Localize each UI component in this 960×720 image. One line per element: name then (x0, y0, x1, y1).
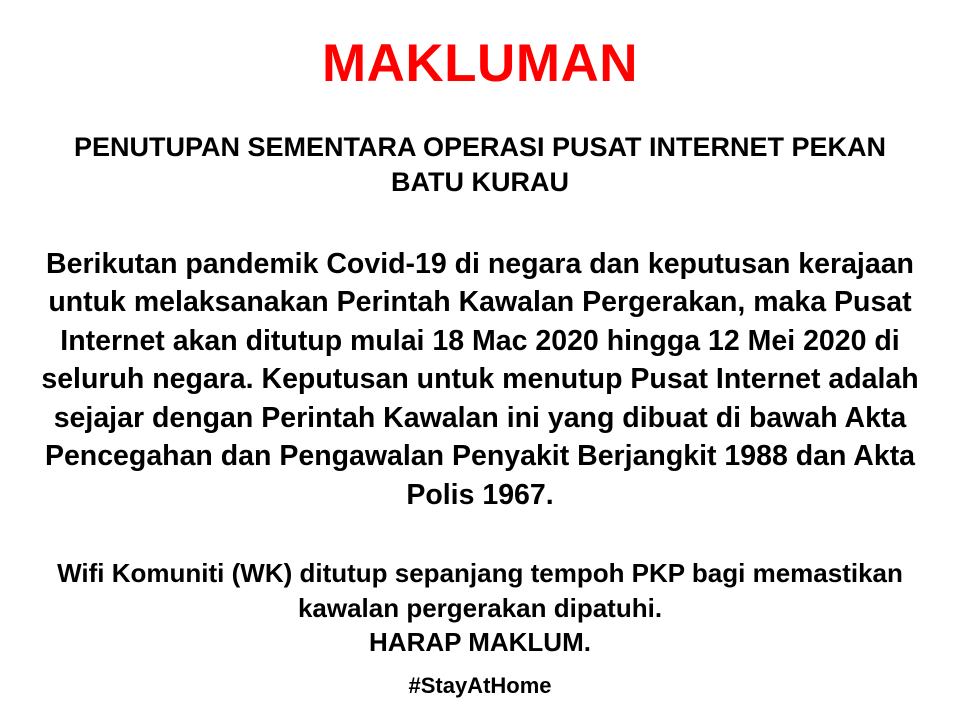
notice-harap-maklum: HARAP MAKLUM. (369, 627, 591, 658)
page-title: MAKLUMAN (321, 34, 639, 93)
notice-closing: Wifi Komuniti (WK) ditutup sepanjang tempoh PKP bagi memastikan kawalan pergerakan dipatuhi. (57, 558, 903, 623)
notice-subtitle: PENUTUPAN SEMENTARA OPERASI PUSAT INTERNET PEKAN BATU KURAU (73, 131, 887, 198)
notice-hashtag: #StayAtHome (408, 672, 552, 698)
notice-body: Berikutan pandemik Covid-19 di negara dan keputusan kerajaan untuk melaksanakan Perintah Kawalan Pergerakan, maka Pusat Internet akan ditutup mulai 18 Mac 2020 hingga 12 Mei 2020 di seluruh negara. Keputusan untuk menutup Pusat Internet adalah sejajar dengan Perintah Kawalan ini yang dibuat di bawah Akta Pencegahan dan Pengawalan Penyakit Berjangkit 1988 dan Akta Polis 1967. (41, 247, 919, 511)
